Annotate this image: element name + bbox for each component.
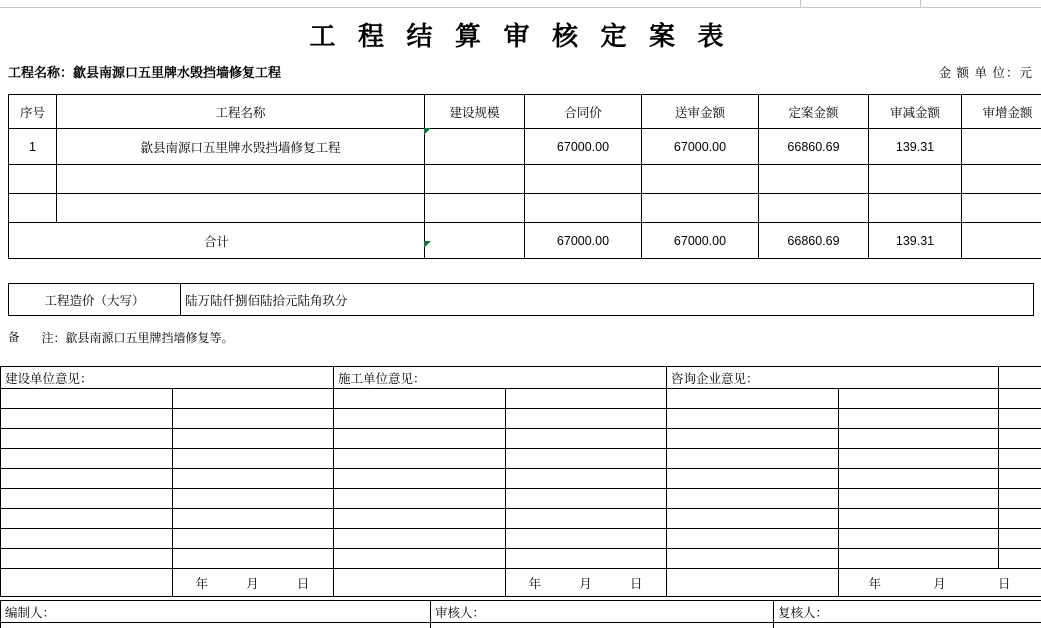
total-increased — [962, 223, 1041, 259]
opinion-cell[interactable] — [839, 389, 999, 409]
opinion-cell[interactable] — [999, 489, 1041, 509]
opinion-blank-row[interactable] — [1, 529, 1041, 549]
opinion-cell[interactable] — [173, 489, 334, 509]
reviewer-label: 审核人： — [431, 601, 774, 623]
opinion-cell[interactable] — [839, 409, 999, 429]
signer-cell[interactable] — [774, 623, 1041, 628]
cell-contract — [525, 165, 642, 194]
cell-increased — [962, 165, 1041, 194]
opinion-cell[interactable] — [173, 549, 334, 569]
header-cell-contract: 合同价 — [525, 95, 642, 129]
opinion-cell[interactable] — [667, 409, 839, 429]
header-cell-settled: 定案金额 — [759, 95, 869, 129]
table-row — [9, 129, 1041, 165]
opinion-cell[interactable] — [839, 529, 999, 549]
opinion-cell[interactable] — [334, 569, 506, 597]
opinion-cell[interactable] — [173, 389, 334, 409]
opinion-cell[interactable] — [839, 549, 999, 569]
opinion-blank-row[interactable] — [1, 389, 1041, 409]
header-cell-scale: 建设规模 — [425, 95, 525, 129]
opinion-blank-row[interactable] — [1, 489, 1041, 509]
date-day-label: 日 — [997, 576, 1012, 591]
total-scale — [425, 223, 525, 259]
cell-marker — [920, 0, 1041, 8]
total-contract: 67000.00 — [525, 223, 642, 259]
cell-scale — [425, 129, 525, 165]
header-cell-submitted: 送审金额 — [642, 95, 759, 129]
opinion-cell[interactable] — [1, 389, 173, 409]
cell-marker — [800, 0, 920, 8]
opinion-cell[interactable] — [1, 409, 173, 429]
cell-no: 1 — [9, 129, 57, 165]
date-day-label: 日 — [296, 576, 311, 591]
cell-submitted — [642, 165, 759, 194]
opinion-cell[interactable] — [173, 449, 334, 469]
note-prefix: 备 — [8, 332, 20, 344]
daxie-row — [9, 284, 1034, 316]
opinion-cell[interactable] — [839, 509, 999, 529]
opinion-cell[interactable] — [839, 429, 999, 449]
cell-name — [57, 165, 425, 194]
opinion-cell[interactable] — [334, 509, 506, 529]
opinion-cell[interactable] — [667, 569, 839, 597]
signers-table — [0, 600, 1041, 628]
project-info-row — [8, 60, 1033, 88]
cell-scale — [425, 194, 525, 223]
amount-unit-label: 金 额 单 位：元 — [938, 66, 1033, 80]
daxie-label: 工程造价（大写） — [9, 284, 181, 316]
opinion-cell[interactable] — [1, 429, 173, 449]
daxie-value: 陆万陆仟捌佰陆拾元陆角玖分 — [181, 284, 1034, 316]
cell-increased — [962, 129, 1041, 165]
cell-increased — [962, 194, 1041, 223]
opinion-cell[interactable] — [506, 389, 667, 409]
opinion-cell[interactable] — [506, 529, 667, 549]
opinion-cell[interactable] — [1, 509, 173, 529]
opinion-cell[interactable] — [667, 509, 839, 529]
settlement-table — [8, 94, 1041, 259]
opinion-cell[interactable] — [1, 449, 173, 469]
opinion-cell[interactable] — [334, 449, 506, 469]
date-month-label: 月 — [246, 576, 260, 591]
note-line — [8, 324, 1033, 350]
opinion-spare-cell — [999, 367, 1041, 389]
signer-blank-row[interactable] — [1, 623, 1041, 628]
opinion-cell[interactable] — [999, 469, 1041, 489]
date-year-label: 年 — [528, 576, 543, 591]
page-title: 工 程 结 算 审 核 定 案 表 — [309, 22, 732, 51]
opinion-blank-row[interactable] — [1, 549, 1041, 569]
opinion-cell[interactable] — [173, 509, 334, 529]
opinion-cell[interactable] — [667, 549, 839, 569]
opinion-cell[interactable] — [999, 549, 1041, 569]
opinion-cell[interactable] — [506, 549, 667, 569]
opinion-cell[interactable] — [667, 489, 839, 509]
total-settled: 66860.69 — [759, 223, 869, 259]
note-text: 注：歙县南源口五里牌挡墙修复等。 — [41, 330, 234, 345]
opinion-cell[interactable] — [1, 549, 173, 569]
project-name-label: 工程名称： — [8, 65, 74, 80]
opinion-cell[interactable] — [1, 569, 173, 597]
cell-settled: 66860.69 — [759, 129, 869, 165]
cell-comment-flag-icon — [424, 128, 431, 135]
header-cell-reduced: 审减金额 — [869, 95, 962, 129]
opinion-cell[interactable] — [1, 469, 173, 489]
cell-scale — [425, 165, 525, 194]
construction-unit-date — [173, 569, 334, 597]
opinion-cell[interactable] — [506, 489, 667, 509]
opinion-blank-row[interactable] — [1, 509, 1041, 529]
opinion-header-row — [1, 367, 1041, 389]
opinions-table — [0, 366, 1041, 597]
opinion-cell[interactable] — [506, 409, 667, 429]
header-cell-no: 序号 — [9, 95, 57, 129]
cell-reduced — [869, 194, 962, 223]
rechecker-label: 复核人： — [774, 601, 1041, 623]
opinion-cell[interactable] — [334, 549, 506, 569]
opinion-cell[interactable] — [506, 509, 667, 529]
opinion-cell[interactable] — [334, 489, 506, 509]
cell-settled — [759, 194, 869, 223]
opinion-cell[interactable] — [173, 469, 334, 489]
opinion-blank-row[interactable] — [1, 469, 1041, 489]
opinion-cell[interactable] — [1, 529, 173, 549]
opinion-cell[interactable] — [1, 489, 173, 509]
opinion-cell[interactable] — [667, 469, 839, 489]
opinion-cell[interactable] — [334, 529, 506, 549]
contractor-unit-date — [506, 569, 667, 597]
opinion-cell[interactable] — [173, 429, 334, 449]
opinion-cell[interactable] — [667, 529, 839, 549]
opinion-date-row — [1, 569, 1041, 597]
signer-cell[interactable] — [1, 623, 431, 628]
project-name-text — [8, 62, 281, 81]
table-total-row — [9, 223, 1041, 259]
signer-cell[interactable] — [431, 623, 774, 628]
cell-reduced: 139.31 — [869, 129, 962, 165]
opinion-blank-row[interactable] — [1, 449, 1041, 469]
table-row — [9, 165, 1041, 194]
cell-name: 歙县南源口五里牌水毁挡墙修复工程 — [57, 129, 425, 165]
consulting-unit-opinion-label: 咨询企业意见： — [667, 367, 999, 389]
opinion-cell[interactable] — [173, 529, 334, 549]
date-year-label: 年 — [868, 576, 883, 591]
date-year-label: 年 — [195, 576, 210, 591]
table-header-row — [9, 95, 1041, 129]
opinion-cell[interactable] — [506, 429, 667, 449]
cell-reduced — [869, 165, 962, 194]
opinion-cell[interactable] — [839, 469, 999, 489]
header-cell-increased: 审增金额 — [962, 95, 1041, 129]
signer-row — [1, 601, 1041, 623]
construction-unit-opinion-label: 建设单位意见： — [1, 367, 334, 389]
total-label: 合计 — [9, 223, 425, 259]
cell-name — [57, 194, 425, 223]
date-month-label: 月 — [933, 576, 947, 591]
contractor-unit-opinion-label: 施工单位意见： — [334, 367, 667, 389]
date-month-label: 月 — [579, 576, 593, 591]
cell-no — [9, 165, 57, 194]
opinion-cell[interactable] — [667, 389, 839, 409]
opinion-cell[interactable] — [506, 469, 667, 489]
spreadsheet-top-strip — [0, 0, 1041, 8]
opinion-cell[interactable] — [999, 409, 1041, 429]
opinion-cell[interactable] — [334, 469, 506, 489]
total-in-words-row — [8, 283, 1034, 316]
cell-contract — [525, 194, 642, 223]
opinion-cell[interactable] — [334, 409, 506, 429]
table-row — [9, 194, 1041, 223]
project-name-value: 歙县南源口五里牌水毁挡墙修复工程 — [73, 65, 282, 80]
cell-submitted: 67000.00 — [642, 129, 759, 165]
opinion-blank-row[interactable] — [1, 409, 1041, 429]
total-submitted: 67000.00 — [642, 223, 759, 259]
cell-contract: 67000.00 — [525, 129, 642, 165]
opinion-blank-row[interactable] — [1, 429, 1041, 449]
consulting-unit-date — [839, 569, 1041, 597]
opinion-cell[interactable] — [999, 529, 1041, 549]
opinion-cell[interactable] — [667, 429, 839, 449]
opinion-cell[interactable] — [334, 389, 506, 409]
compiler-label: 编制人： — [1, 601, 431, 623]
opinion-cell[interactable] — [667, 449, 839, 469]
opinion-cell[interactable] — [839, 449, 999, 469]
cell-settled — [759, 165, 869, 194]
opinion-cell[interactable] — [839, 489, 999, 509]
opinion-cell[interactable] — [999, 389, 1041, 409]
opinion-cell[interactable] — [999, 429, 1041, 449]
date-day-label: 日 — [629, 576, 644, 591]
header-cell-name: 工程名称 — [57, 95, 425, 129]
opinion-cell[interactable] — [173, 409, 334, 429]
total-reduced: 139.31 — [869, 223, 962, 259]
opinion-cell[interactable] — [999, 449, 1041, 469]
cell-no — [9, 194, 57, 223]
opinion-cell[interactable] — [334, 429, 506, 449]
cell-submitted — [642, 194, 759, 223]
cell-comment-flag-icon — [424, 241, 431, 248]
opinion-cell[interactable] — [506, 449, 667, 469]
opinion-cell[interactable] — [999, 509, 1041, 529]
